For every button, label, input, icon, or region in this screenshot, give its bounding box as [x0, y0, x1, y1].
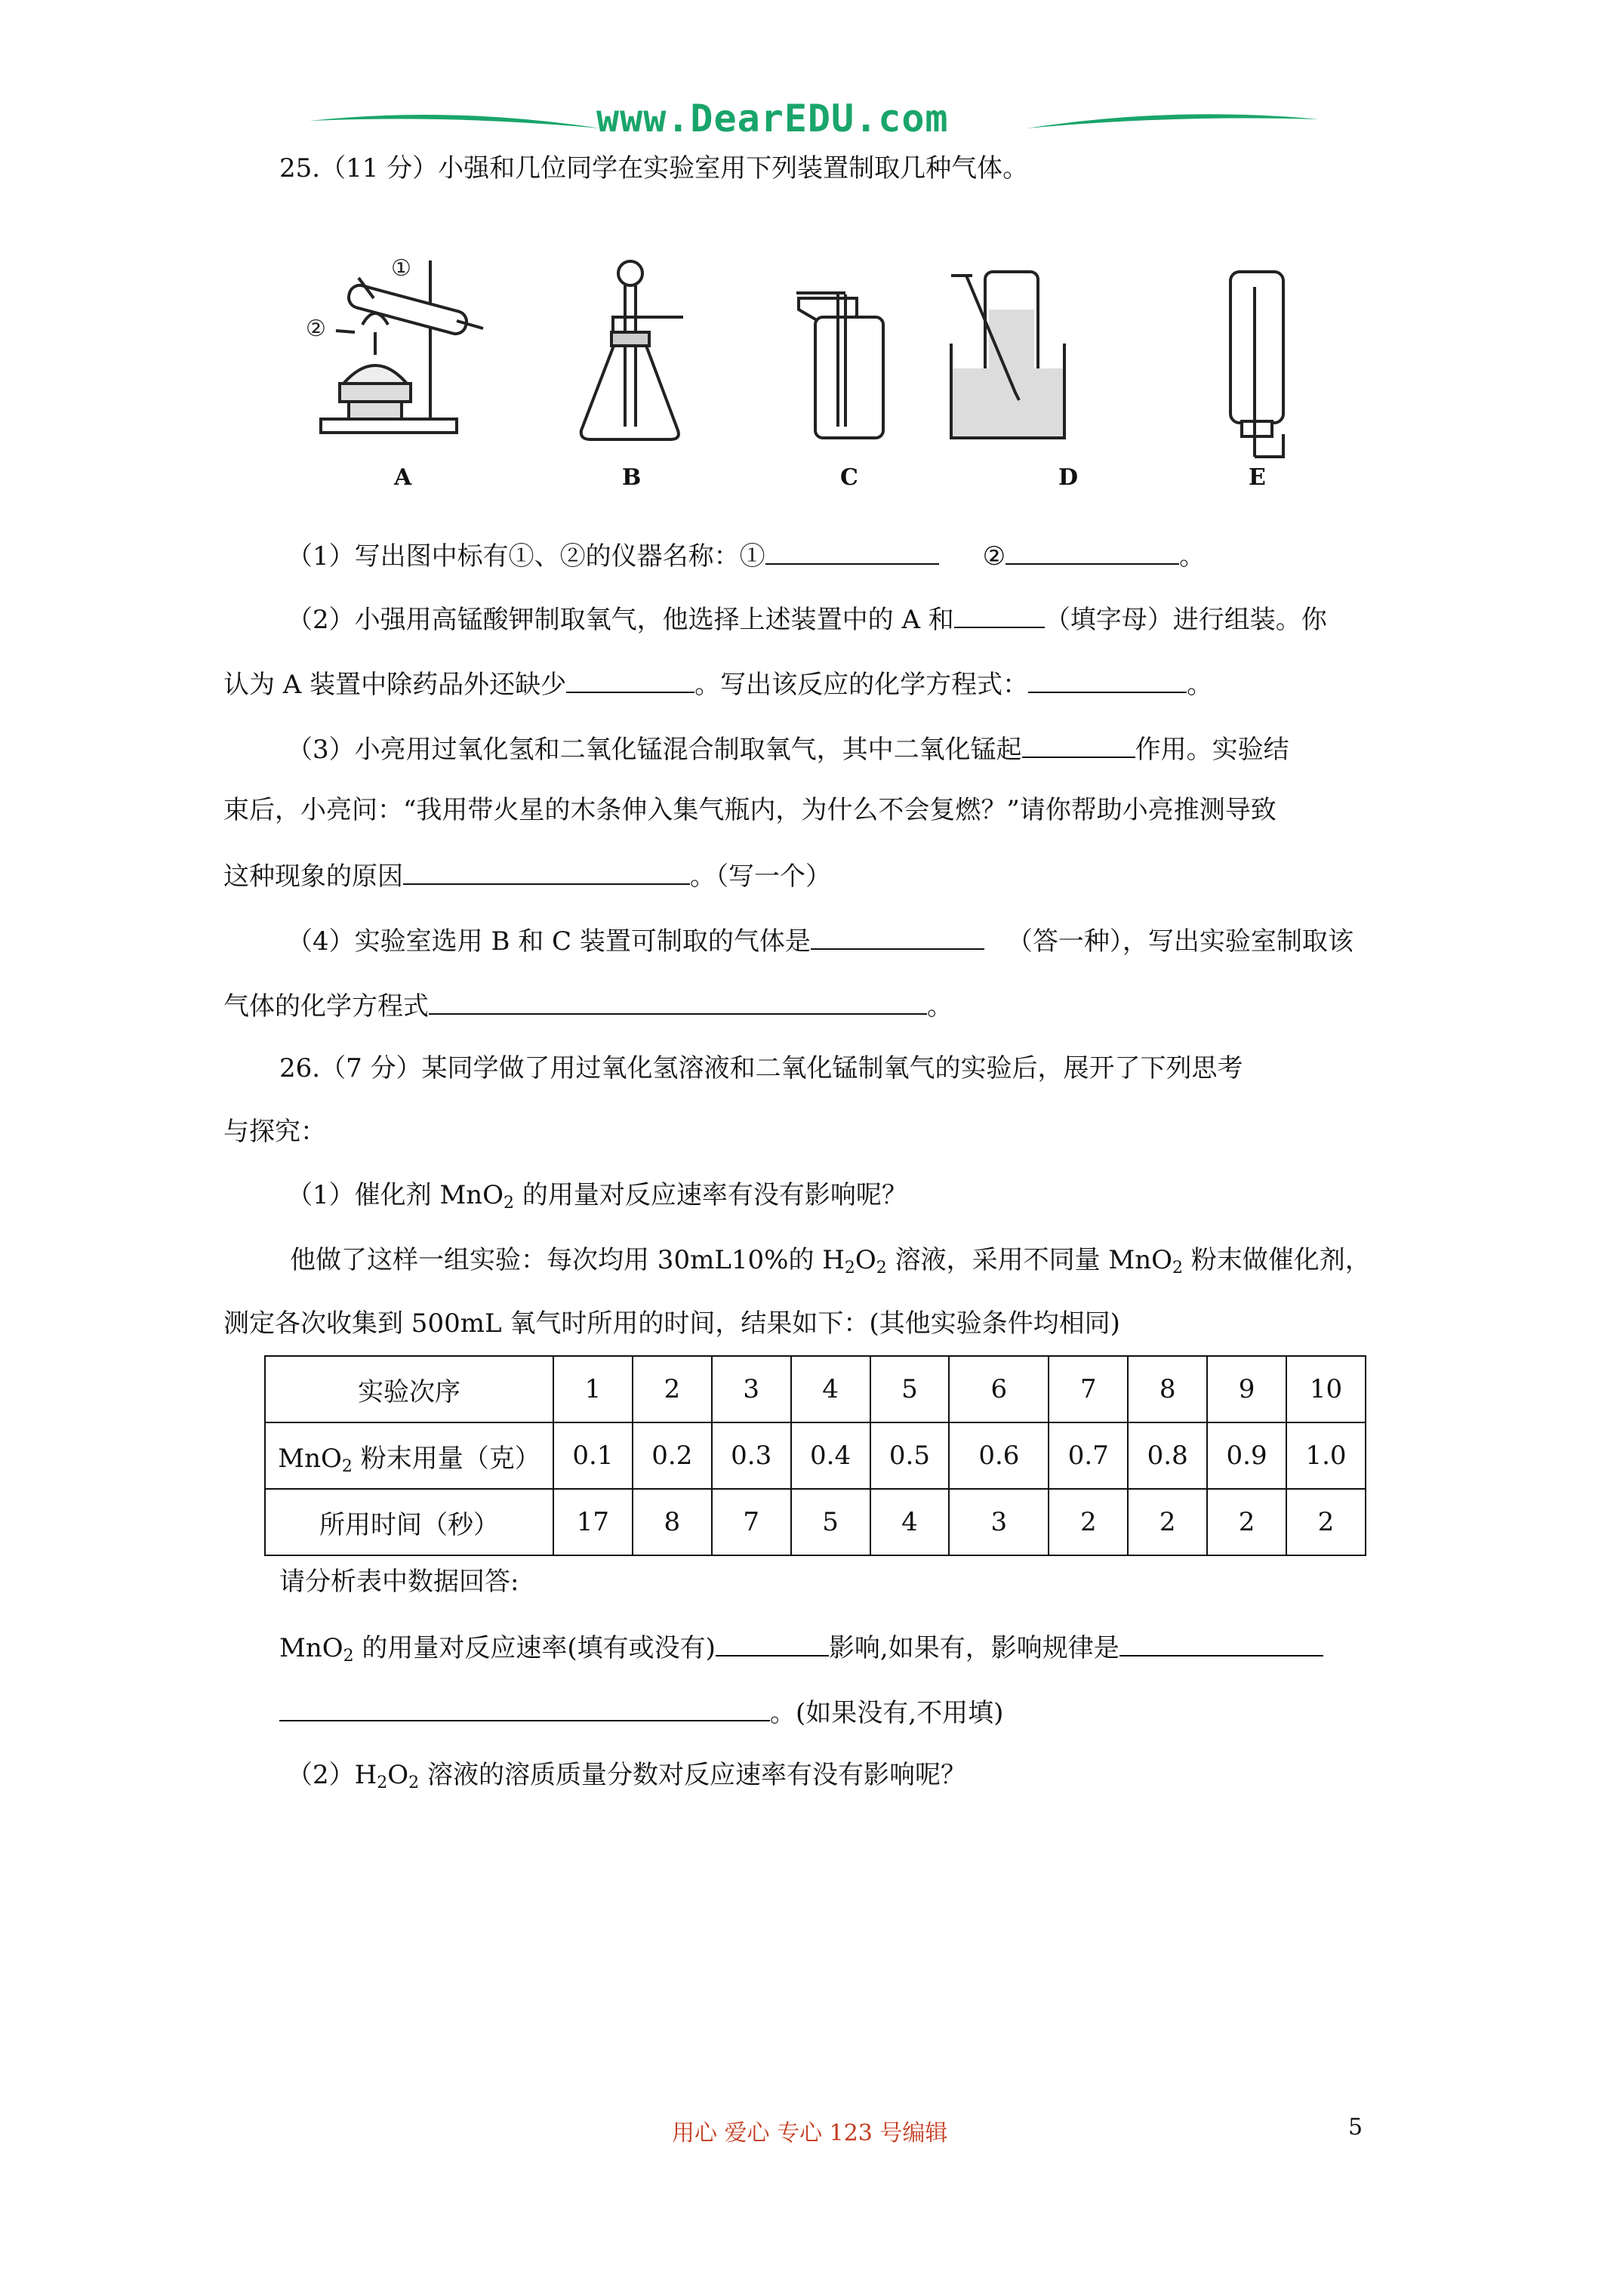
q25-part3-line2: 束后，小亮问：“我用带火星的木条伸入集气瓶内，为什么不会复燃？”请你帮助小亮推测导致 — [223, 795, 1277, 825]
q26-answer-line2 — [279, 1697, 1003, 1726]
q26-exp-line2: 测定各次收集到 500mL 氧气时所用的时间，结果如下：(其他实验条件均相同) — [223, 1308, 1120, 1339]
mark-2-label: ② — [306, 316, 326, 342]
table-cell: 2 — [1286, 1489, 1366, 1555]
q25-title: 25.（11 分）小强和几位同学在实验室用下列装置制取几种气体。 — [279, 153, 1029, 183]
q25-p3-text-a: （3）小亮用过氧化氢和二氧化锰混合制取氧气，其中二氧化锰起 — [287, 735, 1022, 765]
label-b: B — [622, 464, 642, 491]
q25-p3-text-b: 作用。实验结 — [1135, 735, 1289, 765]
q25-p3-text-d: 。（写一个） — [690, 861, 831, 892]
q25-p4-text-b: （答一种），写出实验室制取该 — [1006, 926, 1354, 957]
answer-blank-5[interactable] — [1028, 669, 1187, 693]
table-cell: 7 — [712, 1489, 791, 1555]
answer-blank-9[interactable] — [429, 991, 927, 1015]
q26-title-line2: 与探究： — [223, 1117, 326, 1147]
table-cell: 17 — [553, 1489, 633, 1555]
q26-exp-sub2: 2 — [876, 1259, 887, 1277]
table-cell: 5 — [870, 1356, 950, 1422]
page-number: 5 — [1348, 2114, 1363, 2140]
table-cell: 2 — [633, 1356, 712, 1422]
q26-exp-line1 — [290, 1245, 1371, 1277]
table-cell: 4 — [870, 1489, 950, 1555]
table-cell: 8 — [1128, 1356, 1207, 1422]
q26-sub2 — [287, 1760, 966, 1792]
table-cell: 0.2 — [633, 1422, 712, 1489]
q25-p4-text-a: （4）实验室选用 B 和 C 装置可制取的气体是 — [287, 926, 811, 957]
q25-p2-text-b: （填字母）进行组装。你 — [1044, 605, 1327, 635]
answer-blank-3[interactable] — [954, 604, 1045, 628]
q25-p2-text-a: （2）小强用高锰酸钾制取氧气，他选择上述装置中的 A 和 — [287, 605, 954, 635]
q26-s1-b: 的用量对反应速率有没有影响呢？ — [514, 1180, 907, 1210]
answer-blank-2[interactable] — [1006, 541, 1179, 565]
label-e: E — [1249, 464, 1266, 491]
footer-credit: 用心 爱心 专心 123 号编辑 — [672, 2120, 948, 2147]
q26-answer-line1 — [279, 1632, 1323, 1666]
table-header-trial: 实验次序 — [265, 1356, 553, 1422]
q26-analyze: 请分析表中数据回答: — [279, 1567, 519, 1597]
q26-ans-sub: 2 — [343, 1647, 354, 1666]
answer-blank-11[interactable] — [1119, 1632, 1323, 1657]
q26-exp-d: 粉末做催化剂， — [1183, 1245, 1371, 1275]
header-watermark — [0, 91, 1623, 151]
table-row-time — [265, 1489, 1366, 1555]
label-a: A — [394, 464, 412, 491]
table-cell: 9 — [1207, 1356, 1286, 1422]
watermark-swoosh-right — [1023, 98, 1325, 143]
apparatus-c — [796, 293, 883, 438]
table-cell: 0.3 — [712, 1422, 791, 1489]
q26-title-line1: 26.（7 分）某同学做了用过氧化氢溶液和二氧化锰制氧气的实验后，展开了下列思考 — [279, 1053, 1243, 1083]
table-header-amount: MnO$_2$ 粉末用量（克） — [265, 1422, 553, 1489]
q25-part3-line1 — [287, 734, 1289, 763]
table-cell: 4 — [791, 1356, 870, 1422]
table-cell: 7 — [1049, 1356, 1128, 1422]
table-cell: 0.9 — [1207, 1422, 1286, 1489]
q26-s2-sub1: 2 — [377, 1774, 388, 1792]
q25-part4-line1 — [287, 926, 1354, 957]
table-cell: 2 — [1207, 1489, 1286, 1555]
answer-blank-4[interactable] — [566, 669, 694, 693]
answer-blank-6[interactable] — [1022, 734, 1135, 758]
q25-part2-line1 — [287, 604, 1327, 633]
table-cell: 0.1 — [553, 1422, 633, 1489]
q26-ans-end: 。(如果没有,不用填) — [770, 1698, 1004, 1728]
table-header-time: 所用时间（秒） — [265, 1489, 553, 1555]
table-cell: 3 — [712, 1356, 791, 1422]
q26-ans-b: 的用量对反应速率(填有或没有) — [353, 1633, 716, 1663]
apparatus-e — [1230, 272, 1283, 457]
apparatus-d — [951, 272, 1064, 438]
apparatus-a — [321, 260, 483, 433]
q26-s2-a: （2）H — [287, 1760, 377, 1790]
table-cell: 3 — [949, 1489, 1049, 1555]
table-cell: 1 — [553, 1356, 633, 1422]
apparatus-b — [581, 261, 683, 439]
q25-p1-end: 。 — [1179, 541, 1206, 572]
table-cell: 6 — [949, 1356, 1049, 1422]
table-cell: 1.0 — [1286, 1422, 1366, 1489]
q25-p3-text-c: 这种现象的原因 — [223, 861, 403, 892]
q26-exp-c: 溶液，采用不同量 MnO — [886, 1245, 1172, 1275]
q26-ans-c: 影响,如果有，影响规律是 — [828, 1633, 1119, 1663]
q26-ans-a: MnO — [279, 1633, 343, 1663]
q25-p4-text-c: 气体的化学方程式 — [223, 991, 429, 1022]
table-cell: 0.6 — [949, 1422, 1049, 1489]
table-cell: 2 — [1128, 1489, 1207, 1555]
label-c: C — [840, 464, 858, 491]
q25-part3-line3 — [223, 861, 831, 892]
results-table — [264, 1355, 1366, 1556]
q26-exp-sub3: 2 — [1172, 1259, 1183, 1277]
table-cell: 0.8 — [1128, 1422, 1207, 1489]
table-cell: 0.7 — [1049, 1422, 1128, 1489]
q25-p1-text: （1）写出图中标有①、②的仪器名称：① — [287, 541, 765, 572]
q25-part4-line2 — [223, 991, 953, 1022]
table-cell: 8 — [633, 1489, 712, 1555]
q26-s1-a: （1）催化剂 MnO — [287, 1180, 504, 1210]
answer-blank-7[interactable] — [403, 861, 690, 885]
answer-blank-8[interactable] — [811, 926, 984, 950]
q26-s2-sub2: 2 — [408, 1774, 420, 1792]
table-row-trials — [265, 1356, 1366, 1422]
q25-p4-text-end: 。 — [927, 991, 953, 1022]
watermark-swoosh-left — [302, 98, 604, 143]
q25-p2-text-d: 。写出该反应的化学方程式： — [694, 670, 1029, 700]
table-cell: 5 — [791, 1489, 870, 1555]
q26-exp-sub1: 2 — [844, 1259, 855, 1277]
q26-s2-b: O — [387, 1760, 409, 1790]
q25-p2-text-c: 认为 A 装置中除药品外还缺少 — [223, 670, 567, 700]
label-d: D — [1058, 464, 1079, 491]
table-cell: 10 — [1286, 1356, 1366, 1422]
table-cell: 0.4 — [791, 1422, 870, 1489]
mark-1-label: ① — [391, 255, 411, 282]
answer-blank-1[interactable] — [765, 541, 939, 565]
answer-blank-12[interactable] — [279, 1697, 770, 1721]
table-cell: 2 — [1049, 1489, 1128, 1555]
q26-exp-b: O — [855, 1245, 876, 1275]
q26-s1-sub: 2 — [504, 1194, 515, 1213]
q25-p2-text-end: 。 — [1187, 670, 1213, 700]
q26-s2-c: 溶液的溶质质量分数对反应速率有没有影响呢？ — [419, 1760, 966, 1790]
table-cell: 0.5 — [870, 1422, 950, 1489]
q25-part1 — [287, 541, 1206, 572]
watermark-text: www.DearEDU.com — [596, 97, 949, 140]
q25-part2-line2 — [223, 669, 1212, 698]
table-row-amount — [265, 1422, 1366, 1489]
q26-exp-a: 他做了这样一组实验：每次均用 30mL10%的 H — [290, 1245, 845, 1275]
answer-blank-10[interactable] — [716, 1632, 829, 1657]
q25-p1-mid: ② — [982, 541, 1006, 572]
q26-sub1 — [287, 1180, 907, 1213]
apparatus-figure — [302, 242, 1313, 498]
